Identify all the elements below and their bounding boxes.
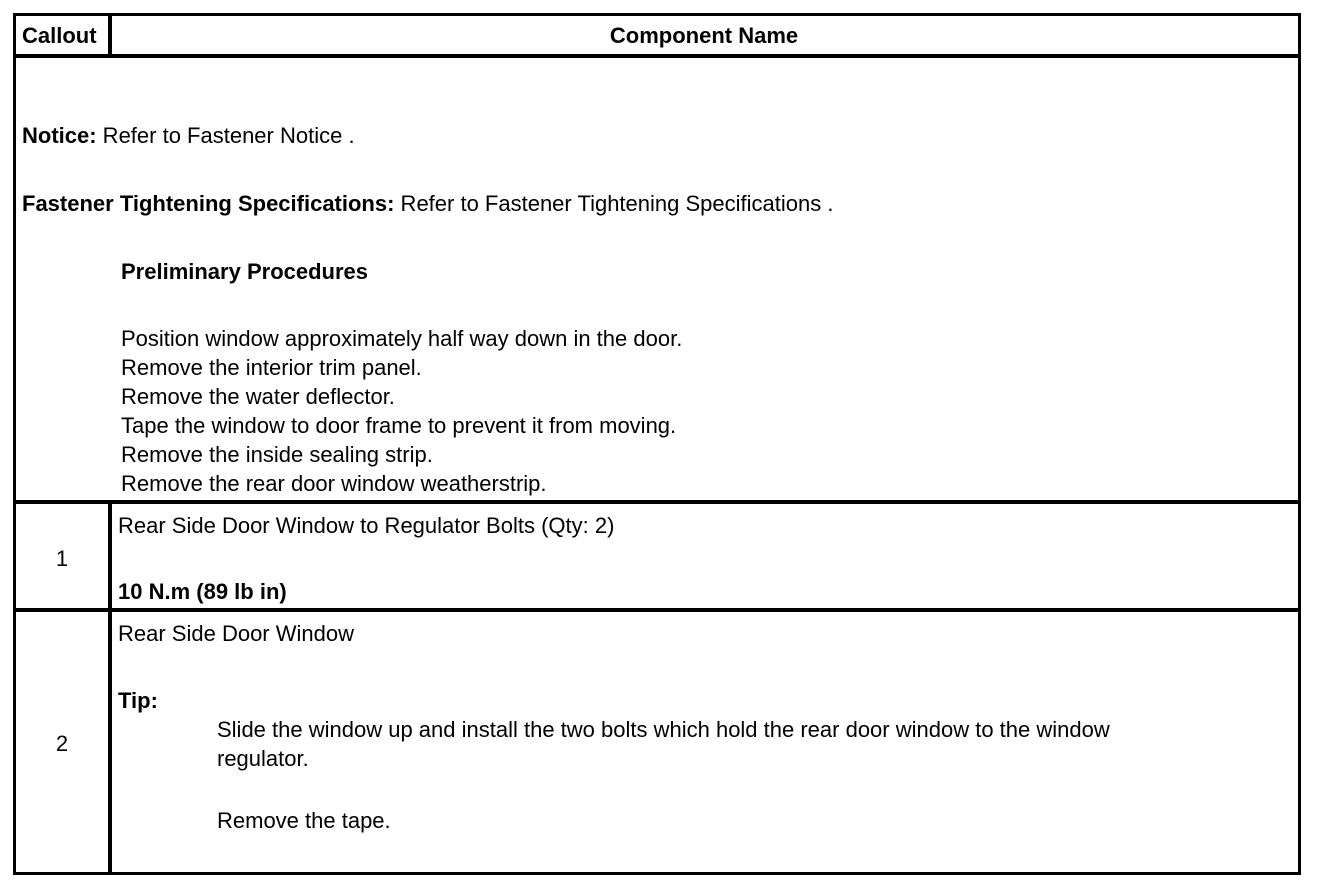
notice-text: Refer to Fastener Notice . <box>96 123 355 148</box>
row2-tip-label: Tip: <box>118 688 158 713</box>
rows-column-divider <box>108 502 112 872</box>
step-item: Position window approximately half way down in the door. <box>121 326 683 351</box>
procedure-table <box>13 13 1301 875</box>
row2-tip-line: Remove the tape. <box>217 808 391 833</box>
header-callout: Callout <box>22 23 97 48</box>
row1-divider <box>16 608 1298 612</box>
header-component-name: Component Name <box>609 23 799 48</box>
fastener-spec-line <box>22 189 833 218</box>
notice-label: Notice: <box>22 123 97 148</box>
row2-component-name: Rear Side Door Window <box>118 621 354 646</box>
header-divider <box>16 54 1298 58</box>
notice-line <box>22 121 355 150</box>
fastener-spec-label: Fastener Tightening Specifications: <box>22 191 395 216</box>
intro-divider <box>16 500 1298 504</box>
fastener-spec-text: Refer to Fastener Tightening Specifications . <box>394 191 834 216</box>
step-item: Remove the rear door window weatherstrip. <box>121 471 547 496</box>
step-item: Remove the inside sealing strip. <box>121 442 433 467</box>
row2-callout: 2 <box>55 731 69 756</box>
row1-callout: 1 <box>55 546 69 571</box>
step-item: Tape the window to door frame to prevent it from moving. <box>121 413 677 438</box>
step-item: Remove the interior trim panel. <box>121 355 422 380</box>
step-item: Remove the water deflector. <box>121 384 395 409</box>
row2-tip-line: Slide the window up and install the two bolts which hold the rear door window to the window <box>217 717 1110 742</box>
row1-torque: 10 N.m (89 lb in) <box>118 579 287 604</box>
row1-component-name: Rear Side Door Window to Regulator Bolts (Qty: 2) <box>118 513 615 538</box>
row2-tip-line: regulator. <box>217 746 309 771</box>
preliminary-title: Preliminary Procedures <box>121 259 369 284</box>
